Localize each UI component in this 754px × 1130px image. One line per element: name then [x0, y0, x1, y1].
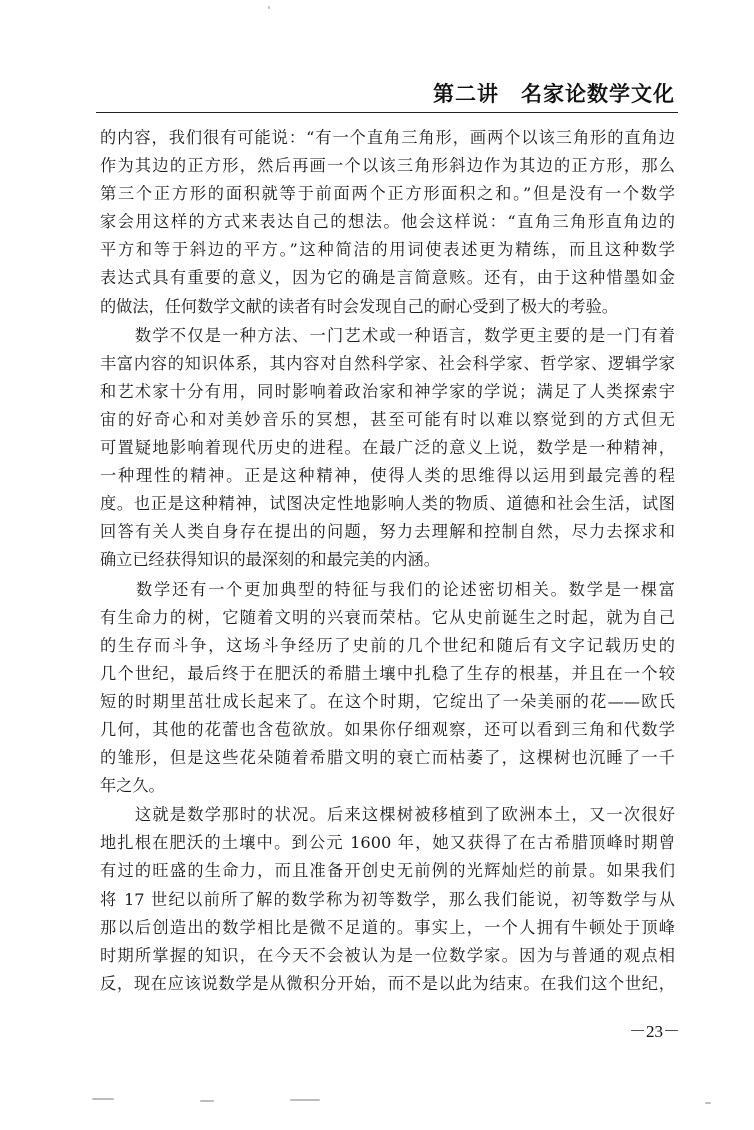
- text-line: 确立已经获得知识的最深刻的和最完美的内涵。: [100, 550, 440, 570]
- scan-speckle: [290, 1099, 320, 1101]
- text-line: 的做法，任何数学文献的读者有时会发现自己的耐心受到了极大的考验。: [100, 296, 618, 316]
- text-line: 短的时期里茁壮成长起来了。在这个时期，它绽出了一朵美丽的花——欧氏: [100, 691, 675, 711]
- text-line: 数学还有一个更加典型的特征与我们的论述密切相关。数学是一棵富: [100, 579, 675, 599]
- paragraph-4: [100, 801, 675, 998]
- text-line: 地扎根在肥沃的土壤中。到公元 1600 年，她又获得了在古希腊顶峰时期曾: [100, 833, 675, 853]
- paragraph-1: [100, 124, 675, 321]
- text-line: 家会用这样的方式来表达自己的想法。他会这样说：“直角三角形直角边的: [100, 212, 675, 232]
- text-line: 将 17 世纪以前所了解的数学称为初等数学，那么我们能说，初等数学与从: [100, 889, 675, 909]
- scan-speckle: [92, 1098, 114, 1100]
- paragraph-2: [100, 322, 675, 575]
- page-number: －23－: [629, 1022, 680, 1041]
- text-line: 度。也正是这种精神，试图决定性地影响人类的物质、道德和社会生活，试图: [100, 494, 675, 514]
- text-line: 那以后创造出的数学相比是微不足道的。事实上，一个人拥有牛顿处于顶峰: [100, 917, 675, 937]
- scan-speckle: [268, 6, 270, 9]
- text-line: 丰富内容的知识体系，其内容对自然科学家、社会科学家、哲学家、逻辑学家: [100, 353, 675, 373]
- text-line: 数学不仅是一种方法、一门艺术或一种语言，数学更主要的是一门有着: [100, 325, 675, 345]
- text-line: 一种理性的精神。正是这种精神，使得人类的思维得以运用到最完善的程: [100, 466, 675, 486]
- scan-speckle: [705, 1102, 711, 1104]
- text-line: 作为其边的正方形，然后再画一个以该三角形斜边作为其边的正方形，那么: [100, 156, 675, 176]
- text-line: 有过的旺盛的生命力，而且准备开创史无前例的光辉灿烂的前景。如果我们: [100, 861, 675, 881]
- text-line: 时期所掌握的知识，在今天不会被认为是一位数学家。因为与普通的观点相: [100, 945, 675, 965]
- text-line: 回答有关人类自身存在提出的问题，努力去理解和控制自然，尽力去探求和: [100, 522, 675, 542]
- text-line: 的生存而斗争，这场斗争经历了史前的几个世纪和随后有文字记载历史的: [100, 635, 675, 655]
- scan-speckle: [200, 1100, 214, 1102]
- running-header: 第二讲 名家论数学文化: [433, 81, 675, 106]
- text-line: 有生命力的树，它随着文明的兴衰而荣枯。它从史前诞生之时起，就为自己: [100, 607, 675, 627]
- text-line: 的内容，我们很有可能说：“有一个直角三角形，画两个以该三角形的直角边: [100, 128, 675, 147]
- text-line: 第三个正方形的面积就等于前面两个正方形面积之和。”但是没有一个数学: [100, 184, 675, 204]
- text-line: 和艺术家十分有用，同时影响着政治家和神学家的学说；满足了人类探索宇: [100, 381, 675, 401]
- text-line: 宙的好奇心和对美妙音乐的冥想，甚至可能有时以难以察觉到的方式但无: [100, 409, 675, 429]
- text-line: 的雏形，但是这些花朵随着希腊文明的衰亡而枯萎了，这棵树也沉睡了一千: [100, 748, 675, 768]
- text-line: 几个世纪，最后终于在肥沃的希腊土壤中扎稳了生存的根基，并且在一个较: [100, 663, 675, 683]
- text-line: 平方和等于斜边的平方。”这种简洁的用词使表述更为精练，而且这种数学: [100, 240, 675, 260]
- paragraph-3: [100, 576, 675, 801]
- text-line: 表达式具有重要的意义，因为它的确是言简意赅。还有，由于这种惜墨如金: [100, 268, 675, 288]
- body-text: [100, 124, 675, 998]
- text-line: 几何，其他的花蕾也含苞欲放。如果你仔细观察，还可以看到三角和代数学: [100, 719, 675, 739]
- text-line: 这就是数学那时的状况。后来这棵树被移植到了欧洲本土，又一次很好: [100, 805, 675, 825]
- text-line: 反，现在应该说数学是从微积分开始，而不是以此为结束。在我们这个世纪，: [100, 973, 675, 993]
- text-line: 年之久。: [100, 776, 165, 796]
- header-rule: [96, 112, 678, 113]
- text-line: 可置疑地影响着现代历史的进程。在最广泛的意义上说，数学是一种精神，: [100, 438, 675, 458]
